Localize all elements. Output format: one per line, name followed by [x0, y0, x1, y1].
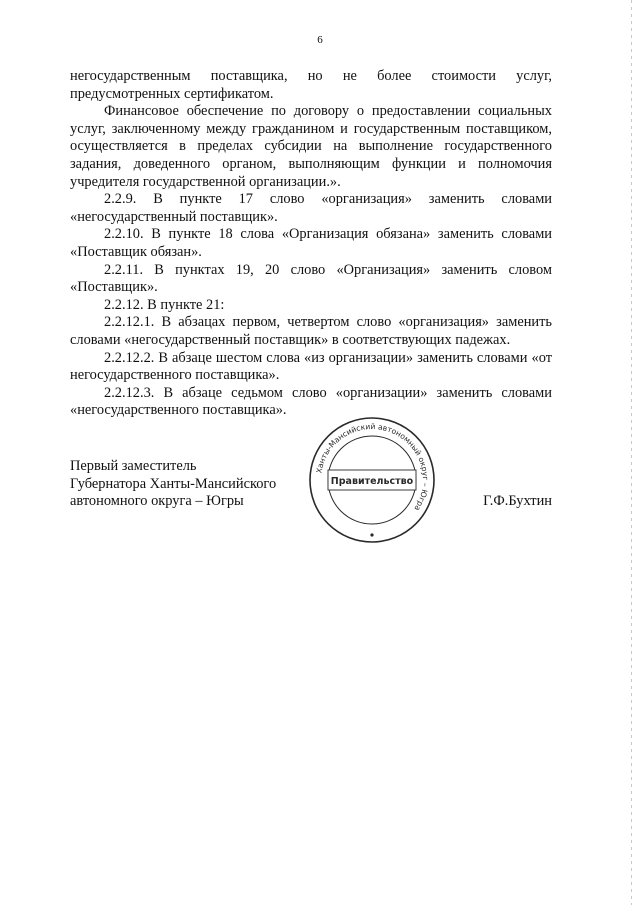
paragraph: 2.2.12.3. В абзаце седьмом слово «организации» заменить словами «негосударственного поставщика». — [70, 384, 552, 419]
page-number: 6 — [317, 34, 323, 46]
paragraph: Финансовое обеспечение по договору о предоставлении социальных услуг, заключенному между гражданином и государственным поставщиком, осуществляется в пределах субсидии на выполнение государственного задания, доведенного органом, выполняющим функции и полномочия учредителя государственной организации.». — [70, 103, 552, 190]
seal-center-text: Правительство — [330, 476, 414, 487]
official-seal — [307, 414, 437, 546]
document-body — [70, 68, 552, 420]
paragraph: 2.2.9. В пункте 17 слово «организация» заменить словами «негосударственный поставщик». — [70, 191, 552, 225]
signatory-title — [70, 458, 276, 511]
paragraph: 2.2.10. В пункте 18 слова «Организация обязана» заменить словами «Поставщик обязан». — [70, 226, 552, 260]
paragraph: негосударственным поставщика, но не более стоимости услуг, предусмотренных сертификатом. — [70, 68, 552, 102]
signatory-title-line: Первый заместитель — [70, 458, 197, 474]
seal-star-mark — [370, 533, 373, 536]
paragraph: 2.2.12.1. В абзацах первом, четвертом слово «организация» заменить словами «негосударственный поставщик» в соответствующих падежах. — [70, 314, 552, 348]
signatory-name: Г.Ф.Бухтин — [483, 493, 552, 509]
paragraph: 2.2.11. В пунктах 19, 20 слово «Организация» заменить словом «Поставщик». — [70, 261, 552, 296]
scan-edge-line — [631, 0, 632, 905]
seal-ring-text: Ханты-Мансийский автономный округ – Югра — [314, 421, 431, 513]
signatory-title-line: автономного округа – Югры — [70, 493, 244, 510]
signatory-title-line: Губернатора Ханты-Мансийского — [70, 475, 277, 492]
paragraph: 2.2.12.2. В абзаце шестом слова «из организации» заменить словами «от негосударственного поставщика». — [70, 349, 552, 384]
paragraph: 2.2.12. В пункте 21: — [104, 296, 225, 313]
